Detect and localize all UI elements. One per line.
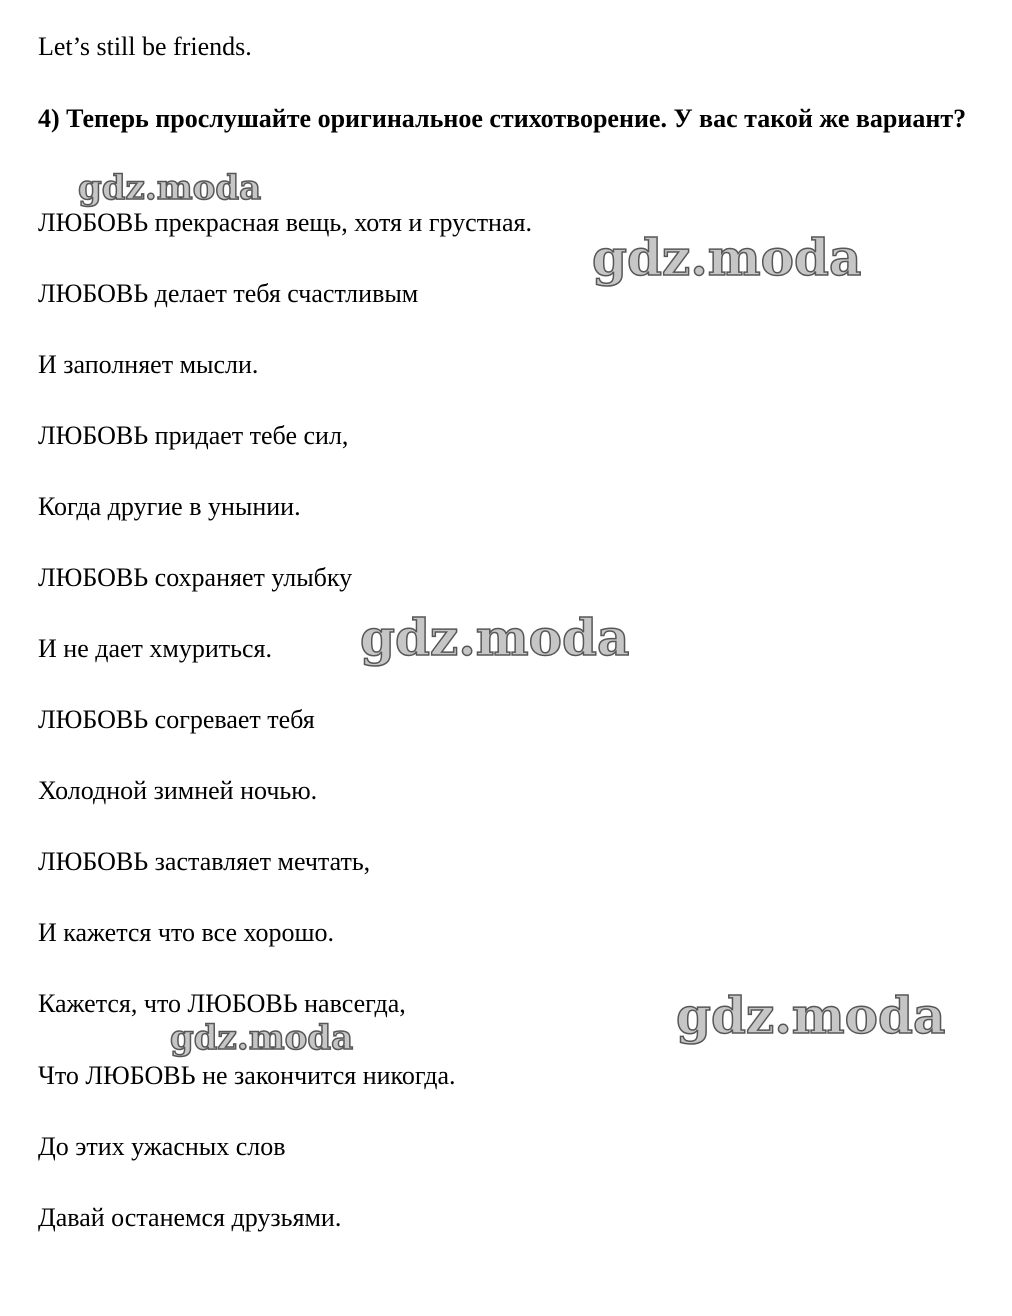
intro-line: Let’s still be friends.	[38, 32, 252, 61]
poem-line-1: ЛЮБОВЬ прекрасная вещь, хотя и грустная.	[38, 208, 532, 237]
poem-line-7: И не дает хмуриться.	[38, 634, 272, 663]
poem-line-9: Холодной зимней ночью.	[38, 776, 318, 805]
poem-line-3: И заполняет мысли.	[38, 350, 259, 379]
poem-line-11: И кажется что все хорошо.	[38, 918, 335, 947]
watermark-logo: gdz.moda	[676, 986, 946, 1045]
poem-line-10: ЛЮБОВЬ заставляет мечтать,	[38, 847, 371, 876]
poem-line-8: ЛЮБОВЬ согревает тебя	[38, 705, 315, 734]
watermark-logo: gdz.moda	[170, 1018, 354, 1058]
poem-line-5: Когда другие в унынии.	[38, 492, 301, 521]
poem-line-14: До этих ужасных слов	[38, 1132, 286, 1161]
watermark-logo: gdz.moda	[360, 608, 630, 667]
poem-line-6: ЛЮБОВЬ сохраняет улыбку	[38, 563, 353, 592]
task-heading: 4) Теперь прослушайте оригинальное стихотворение. У вас такой же вариант?	[38, 104, 967, 133]
watermark-logo: gdz.moda	[592, 228, 862, 287]
poem-line-15: Давай останемся друзьями.	[38, 1203, 342, 1232]
poem-line-12: Кажется, что ЛЮБОВЬ навсегда,	[38, 989, 406, 1018]
watermark-logo: gdz.moda	[78, 168, 262, 208]
poem-line-13: Что ЛЮБОВЬ не закончится никогда.	[38, 1061, 456, 1090]
poem-line-4: ЛЮБОВЬ придает тебе сил,	[38, 421, 349, 450]
poem-line-2: ЛЮБОВЬ делает тебя счастливым	[38, 279, 419, 308]
